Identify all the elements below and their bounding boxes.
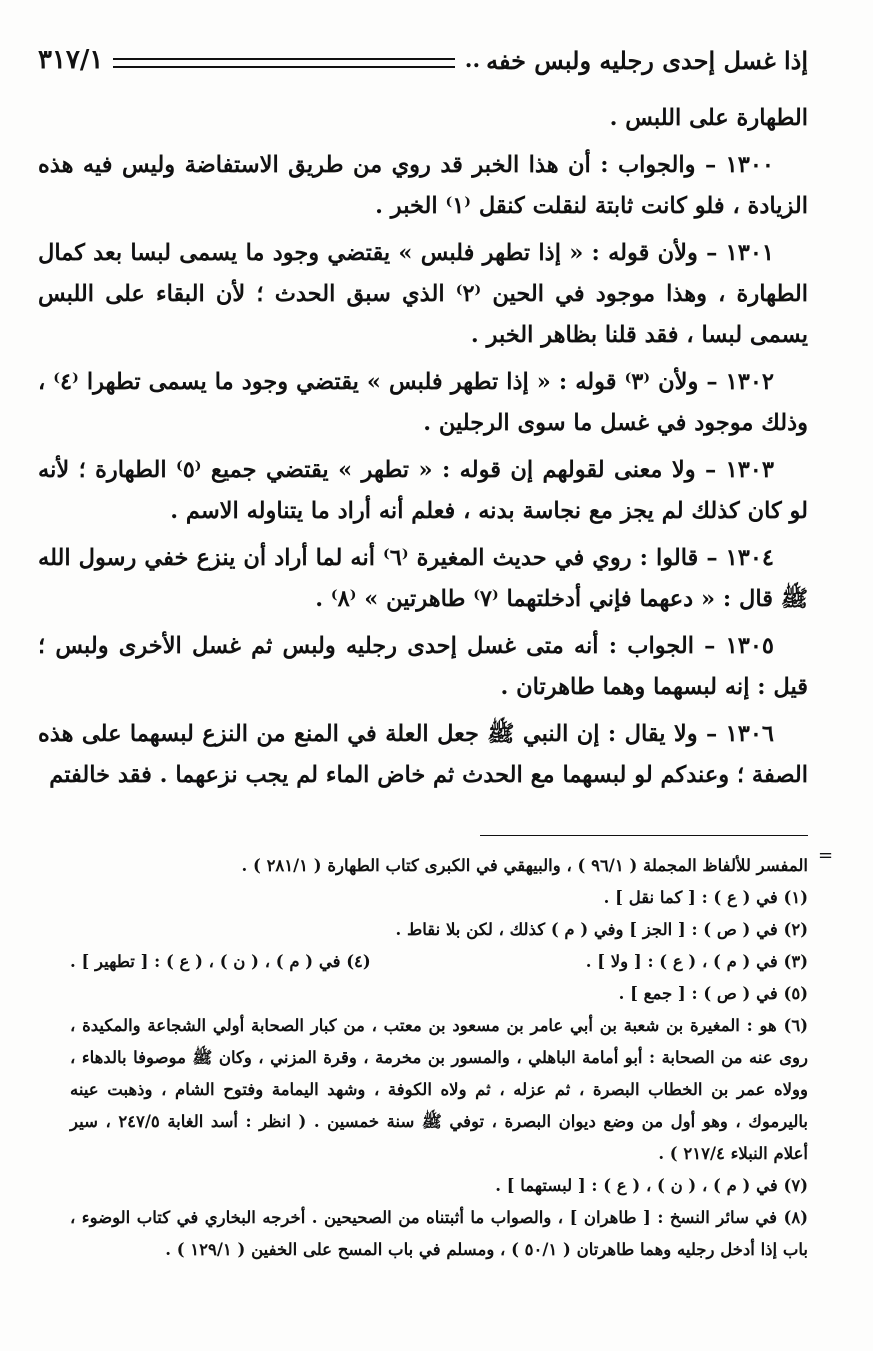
- paragraph-continuation: الطهارة على اللبس .: [609, 105, 808, 131]
- footnote-1: (١) في ( ع ) : [ كما نقل ] .: [603, 888, 808, 907]
- page-header: [38, 40, 808, 80]
- main-text: [38, 98, 808, 802]
- footnotes: [70, 850, 808, 1266]
- paragraph-1306: ١٣٠٦ – ولا يقال : إن النبي ﷺ جعل العلة في المنع من النزع لبسهما على هذه الصفة ؛ وعندكم لو لبسهما مع الحدث ثم خاض الماء لم يجب نزعهما . فقد خالفتم: [38, 721, 808, 788]
- paragraph-1304: ١٣٠٤ – قالوا : روي في حديث المغيرة ⁽٦⁾ أنه لما أراد أن ينزع خفي رسول الله ﷺ قال : « دعهما فإني أدخلتهما ⁽٧⁾ طاهرتين » ⁽٨⁾ .: [38, 545, 808, 612]
- paragraph-1303: ١٣٠٣ – ولا معنى لقولهم إن قوله : « تطهر » يقتضي جميع ⁽٥⁾ الطهارة ؛ لأنه لو كان كذلك لم يجز مع نجاسة بدنه ، فعلم أنه أراد ما يتناوله الاسم .: [38, 457, 808, 524]
- footnote-5: (٥) في ( ص ) : [ جمع ] .: [618, 984, 808, 1003]
- footnote-8: (٨) في سائر النسخ : [ طاهران ] ، والصواب ما أثبتناه من الصحيحين . أخرجه البخاري في كتاب الوضوء ، باب إذا أدخل رجليه وهما طاهرتان ( ٥٠/١ ) ، ومسلم في باب المسح على الخفين ( ١٢٩/١ ) .: [70, 1208, 808, 1259]
- footnote-4: (٤) في ( م ) ، ( ن ) ، ( ع ) : [ تطهير ] .: [70, 952, 371, 971]
- header-double-rule: [113, 58, 454, 68]
- paragraph-1305: ١٣٠٥ – الجواب : أنه متى غسل إحدى رجليه ولبس ثم غسل الأخرى ولبس ؛ قيل : إنه لبسهما وهما طاهرتان .: [38, 633, 808, 700]
- running-title: إذا غسل إحدى رجليه ولبس خفه: [486, 45, 808, 75]
- footnote-row-3-4: [70, 946, 808, 978]
- footnote-2: (٢) في ( ص ) : [ الجز ] وفي ( م ) كذلك ، لكن بلا نقاط .: [395, 920, 808, 939]
- footnote-7: (٧) في ( م ) ، ( ن ) ، ( ع ) : [ لبستهما ] .: [495, 1176, 808, 1195]
- paragraph-1301: ١٣٠١ – ولأن قوله : « إذا تطهر فلبس » يقتضي وجود ما يسمى لبسا بعد كمال الطهارة ، وهذا موجود في الحين ⁽٢⁾ الذي سبق الحدث ؛ لأن البقاء على اللبس يسمى لبسا ، فقد قلنا بظاهر الخبر .: [38, 240, 809, 348]
- footnote-separator: [480, 835, 808, 836]
- header-ellipsis: ..: [464, 47, 481, 73]
- paragraph-1302: ١٣٠٢ – ولأن ⁽٣⁾ قوله : « إذا تطهر فلبس » يقتضي وجود ما يسمى تطهرا ⁽٤⁾ ، وذلك موجود في غسل ما سوى الرجلين .: [38, 369, 808, 436]
- footnote-3: (٣) في ( م ) ، ( ع ) : [ ولا ] .: [585, 952, 808, 971]
- page-number: ٣١٧/١: [38, 45, 104, 75]
- paragraph-1300: ١٣٠٠ – والجواب : أن هذا الخبر قد روي من طريق الاستفاضة وليس فيه هذه الزيادة ، فلو كانت ثابتة لنقلت كنقل ⁽١⁾ الخبر .: [38, 152, 808, 219]
- footnote-6: (٦) هو : المغيرة بن شعبة بن أبي عامر بن مسعود بن معتب ، من كبار الصحابة أولي الشجاعة والمكيدة ، روى عنه من الصحابة : أبو أمامة الباهلي ، والمسور بن مخرمة ، وقرة المزني ، وكان ﷺ موصوفا بالدهاء ، وولاه عمر بن الخطاب البصرة ، ثم عزله ، ثم ولاه الكوفة ، وشهد اليمامة وفتوح الشام ، وذهبت عينه باليرموك ، وهو أول من وضع ديوان البصرة ، توفي ﷺ سنة خمسين . ( انظر : أسد الغابة ٢٤٧/٥ ، سير أعلام النبلاء ٢١٧/٤ ) .: [70, 1016, 808, 1163]
- footnote-carryover: المفسر للألفاظ المجملة ( ٩٦/١ ) ، والبيهقي في الكبرى كتاب الطهارة ( ٢٨١/١ ) .: [241, 856, 808, 875]
- footnote-continuation-marker: =: [818, 845, 834, 866]
